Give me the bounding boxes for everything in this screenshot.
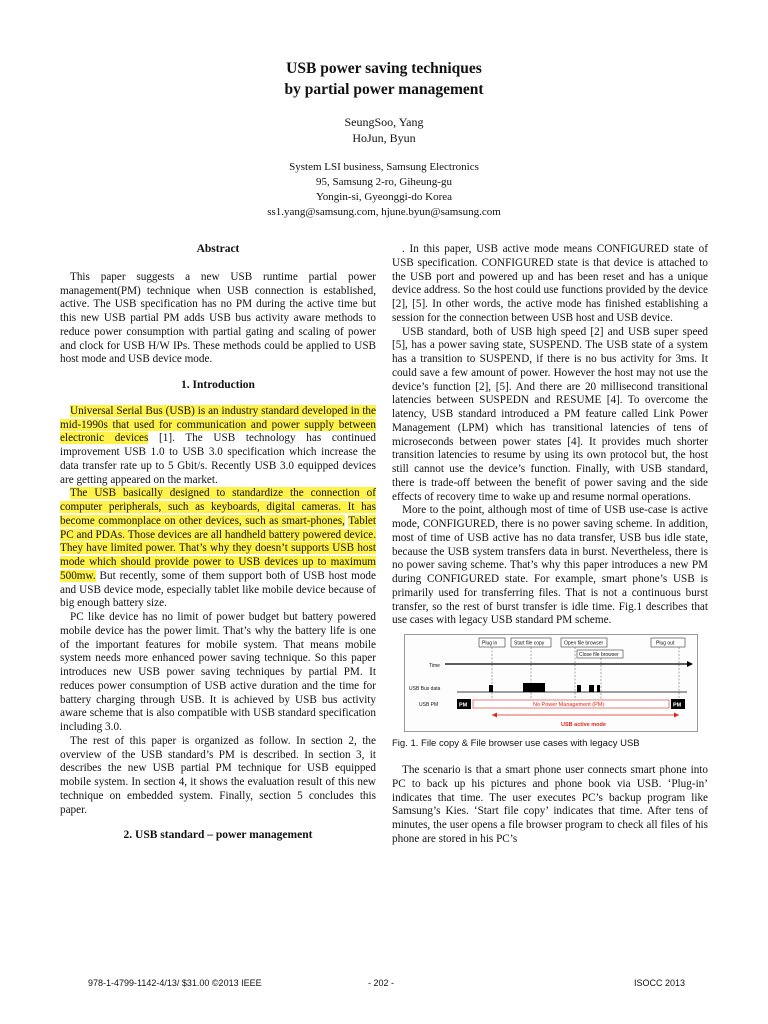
right-paragraph-3: More to the point, although most of time of USB use-case is active mode, CONFIGURED, there is no power saving scheme. In addition, most of time of USB active has no data transfer, USB bus idle state, because the USB system transfers data in burst. Nevertheless, there is no power saving scheme. That’s why this paper introduces a new PM during CONFIGURED state. For example, smart phone’s USB is primarily used for transferring files. That is not a continuous burst transfer, so the rest of burst transfer is idle time. Fig.1 describes that use cases with legacy USB standard PM scheme. bbox=[392, 504, 708, 627]
time-label: Time bbox=[429, 663, 440, 669]
affiliation bbox=[0, 160, 768, 220]
figure-1 bbox=[404, 634, 698, 732]
footer-conference: ISOCC 2013 bbox=[634, 978, 686, 988]
start-copy-label: Start file copy bbox=[514, 640, 545, 647]
highlight: Universal Serial Bus (USB) is an industry standard developed in the mid-1990s that used for communication and power supply between electronic devices bbox=[60, 404, 376, 445]
usb-timeline-diagram bbox=[405, 635, 697, 731]
abstract-text: This paper suggests a new USB runtime partial power management(PM) technique when USB connection is established, active. The USB specification has no PM during the active time but this new USB partial PM adds USB bus activity aware methods to reduce power consumption with partial gating and scaling of power and clock for USB H/W IPs. These methods could be applied to USB host mode and USB device mode. bbox=[60, 270, 376, 366]
pm-right-label: PM bbox=[673, 702, 682, 709]
right-column bbox=[392, 243, 708, 847]
right-paragraph-2: USB standard, both of USB high speed [2] and USB super speed [5], has a power saving state, SUSPEND. The USB state of a system has a transition to SUSPEND, if there is no bus activity for 3ms. It could save a few amount of power. However the host may not use the device’s function [2], [5]. And there are 20 millisecond transitional latencies between SUSPEDN and RESUME [4]. To overcome the latency, USB standard introduced a PM feature called Link Power Management (LPM) which has transitional latencies of tens of microseconds between power states [4]. It provides much shorter transition latencies to resume by using its own protocol but, the host still cannot use the device’s function. Finally, with USB standard, there is trade-off between the benefit of power saving and the side effects of recovery time to wake up and resume normal operations. bbox=[392, 325, 708, 503]
affiliation-line-2: 95, Samsung 2-ro, Giheung-gu bbox=[316, 176, 452, 188]
section-2-heading: 2. USB standard – power management bbox=[123, 829, 313, 842]
footer-copyright: 978-1-4799-1142-4/13/ $31.00 ©2013 IEEE bbox=[88, 978, 262, 988]
left-column bbox=[60, 243, 376, 843]
paper-title-line-1: USB power saving techniques bbox=[286, 60, 482, 77]
pm-left-label: PM bbox=[459, 702, 468, 709]
plug-out-label: Plug out bbox=[656, 640, 675, 647]
highlight: The USB basically designed to standardize the connection of computer peripherals, such as keyboards, digital cameras. It has become commonplace on other devices, such as smart-phones, bbox=[60, 487, 376, 527]
title-block bbox=[0, 58, 768, 220]
usb-pm-label: USB PM bbox=[419, 702, 439, 708]
right-paragraph-4: The scenario is that a smart phone user connects smart phone into PC to back up his pictures and phone book via USB. ‘Plug-in’ indicates that time. The user executes PC’s backup program like Samsung’s Kies. ‘Start file copy’ indicates that time. After tens of minutes, the user opens a file browser program to check all files of his phone are stored in his PC’s bbox=[392, 764, 708, 845]
paper-title-line-2: by partial power management bbox=[284, 81, 484, 98]
author-2: HoJun, Byun bbox=[352, 131, 416, 145]
usb-bus-bursts bbox=[489, 683, 600, 692]
open-browser-label: Open file browser bbox=[564, 640, 604, 647]
intro-paragraph-3: PC like device has no limit of power budget but battery powered mobile device has the power limit. That’s why the battery life is one of the important features for mobile system. That means mobile system needs more enhanced power saving technique. So this paper introduces new USB power saving techniques by partial PM. It reduces power consumption of USB active duration and the time for battery charging through USB. It is achieved by USB bus activity aware scheme that is also compatible with USB standard specification including 3.0. bbox=[60, 611, 376, 733]
highlight: Tablet PC and PDAs. Those devices are all handheld battery powered device. They have limited power. That’s why they doesn’t supports USB host mode which should provide power to USB devices up to maximum 500mw. bbox=[60, 514, 376, 582]
affiliation-line-3: Yongin-si, Gyeonggi-do Korea bbox=[315, 191, 453, 203]
right-paragraph-1: . In this paper, USB active mode means CONFIGURED state of USB specification. CONFIGURED state is that device is attached to the USB port and powered up and has been reset and has a unique device address. So the host could use functions provided by the device [2], [5]. In other words, the active mode has finished establishing a session for the connection between USB host and USB device. bbox=[392, 243, 708, 324]
author-emails: ss1.yang@samsung.com, hjune.byun@samsung.com bbox=[267, 206, 501, 218]
author-1: SeungSoo, Yang bbox=[344, 115, 424, 129]
intro-paragraph-2: The USB basically designed to standardize the connection of computer peripherals, such as keyboards, digital cameras. It has become commonplace on other devices, such as smart-phones, Tablet PC and PDAs. Those devices are all handheld battery powered device. They have limited power. That’s why they doesn’t supports USB host mode which should provide power to USB devices up to maximum 500mw. But recently, some of them support both of USB host mode and USB device mode, especially tablet like mobile device because of big enough battery size. bbox=[60, 487, 376, 610]
footer-page-number: - 202 - bbox=[368, 978, 395, 988]
usb-bus-data-label: USB Bus data bbox=[409, 686, 441, 692]
close-browser-label: Close file browser bbox=[579, 652, 619, 658]
abstract-heading: Abstract bbox=[196, 243, 240, 255]
plug-in-label: Plug in bbox=[482, 640, 498, 647]
no-pm-label: No Power Management (PM) bbox=[533, 702, 605, 708]
intro-heading: 1. Introduction bbox=[181, 379, 255, 391]
authors bbox=[0, 114, 768, 146]
intro-paragraph-1: Universal Serial Bus (USB) is an industry standard developed in the mid-1990s that used for communication and power supply between electronic devices [1]. The USB technology has continued improvement USB 1.0 to USB 3.0 specification which increase the data transfer rate up to 5 Gbit/s. Recently USB 3.0 equipped devices are getting appeared on the market. bbox=[60, 404, 376, 486]
intro-paragraph-4: The rest of this paper is organized as follow. In section 2, the overview of the USB standard’s PM is described. In section 3, it describes the new USB partial PM technique for USB equipped mobile system. In section 4, it shows the evaluation result of this new technique on embedded system. Finally, section 5 concludes this paper. bbox=[60, 734, 376, 816]
usb-active-mode-label: USB active mode bbox=[561, 722, 606, 728]
figure-1-caption: Fig. 1. File copy & File browser use cases with legacy USB bbox=[392, 738, 640, 749]
affiliation-line-1: System LSI business, Samsung Electronics bbox=[289, 161, 479, 173]
